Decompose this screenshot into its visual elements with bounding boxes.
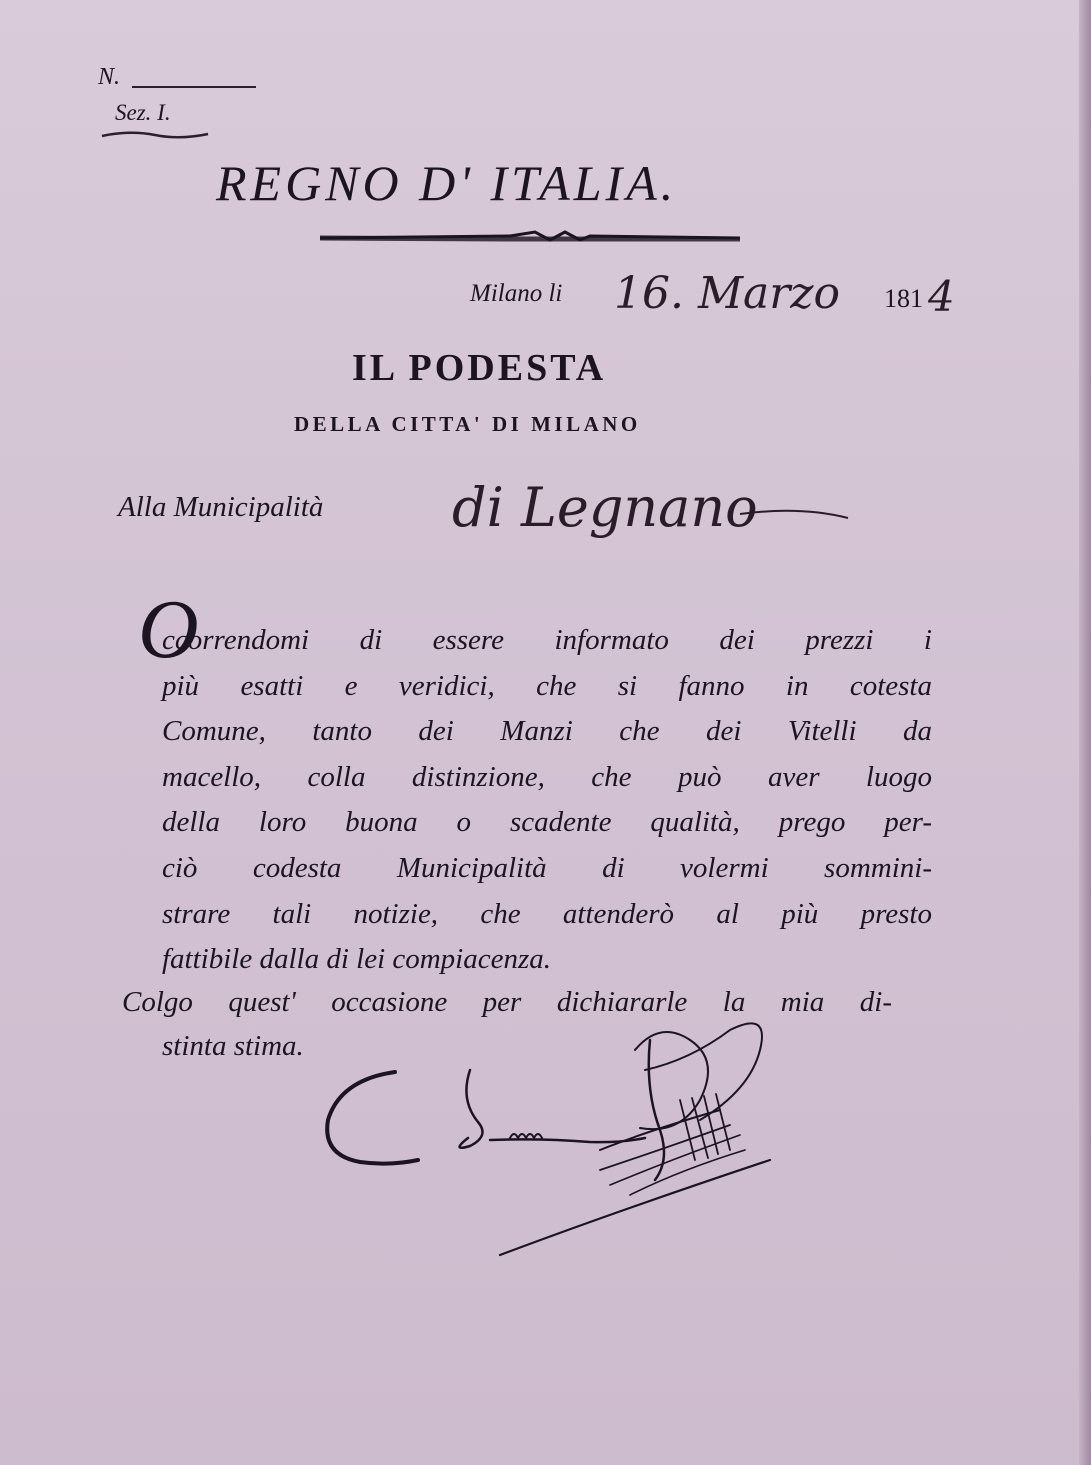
body-line: Comune, tanto dei Manzi che dei Vitelli da	[162, 715, 932, 748]
office-heading: IL PODESTA	[352, 347, 607, 389]
document-title: REGNO D' ITALIA.	[216, 155, 678, 211]
section-label: Sez. I.	[115, 100, 171, 125]
number-label: N.	[98, 64, 121, 90]
number-blank-line	[132, 86, 256, 88]
body-line: ciò codesta Municipalità di volermi sommini-	[162, 851, 932, 884]
body-line: fattibile dalla di lei compiacenza.	[162, 943, 552, 976]
body-line: più esatti e veridici, che si fanno in cotesta	[162, 669, 932, 702]
title-rule-ornament	[320, 228, 740, 248]
address-flourish	[440, 466, 860, 586]
letter-body	[162, 618, 932, 983]
handwritten-year-digit: 4	[928, 272, 955, 321]
body-line: della loro buona o scadente qualità, prego per-	[162, 806, 932, 839]
closing-line: Colgo quest' occasione per dichiararle la mia di-	[122, 986, 892, 1018]
paper-edge	[1079, 0, 1091, 1465]
dateline-place: Milano li	[470, 280, 563, 307]
drop-cap: O	[138, 583, 199, 676]
handwritten-signature	[300, 1010, 800, 1270]
office-subheading: DELLA CITTA' DI MILANO	[294, 412, 641, 436]
handwritten-date: 16. Marzo	[614, 268, 840, 319]
body-line: ccorrendomi di essere informato dei prezzi i	[162, 624, 932, 656]
section-underline-ornament	[100, 128, 210, 142]
printed-year: 181	[884, 284, 923, 313]
address-handwritten: di Legnano	[452, 476, 758, 539]
body-line: macello, colla distinzione, che può aver luogo	[162, 760, 932, 793]
closing-line: stinta stima.	[162, 1030, 304, 1062]
address-printed: Alla Municipalità	[118, 491, 324, 523]
body-line: strare tali notizie, che attenderò al più presto	[162, 897, 932, 930]
